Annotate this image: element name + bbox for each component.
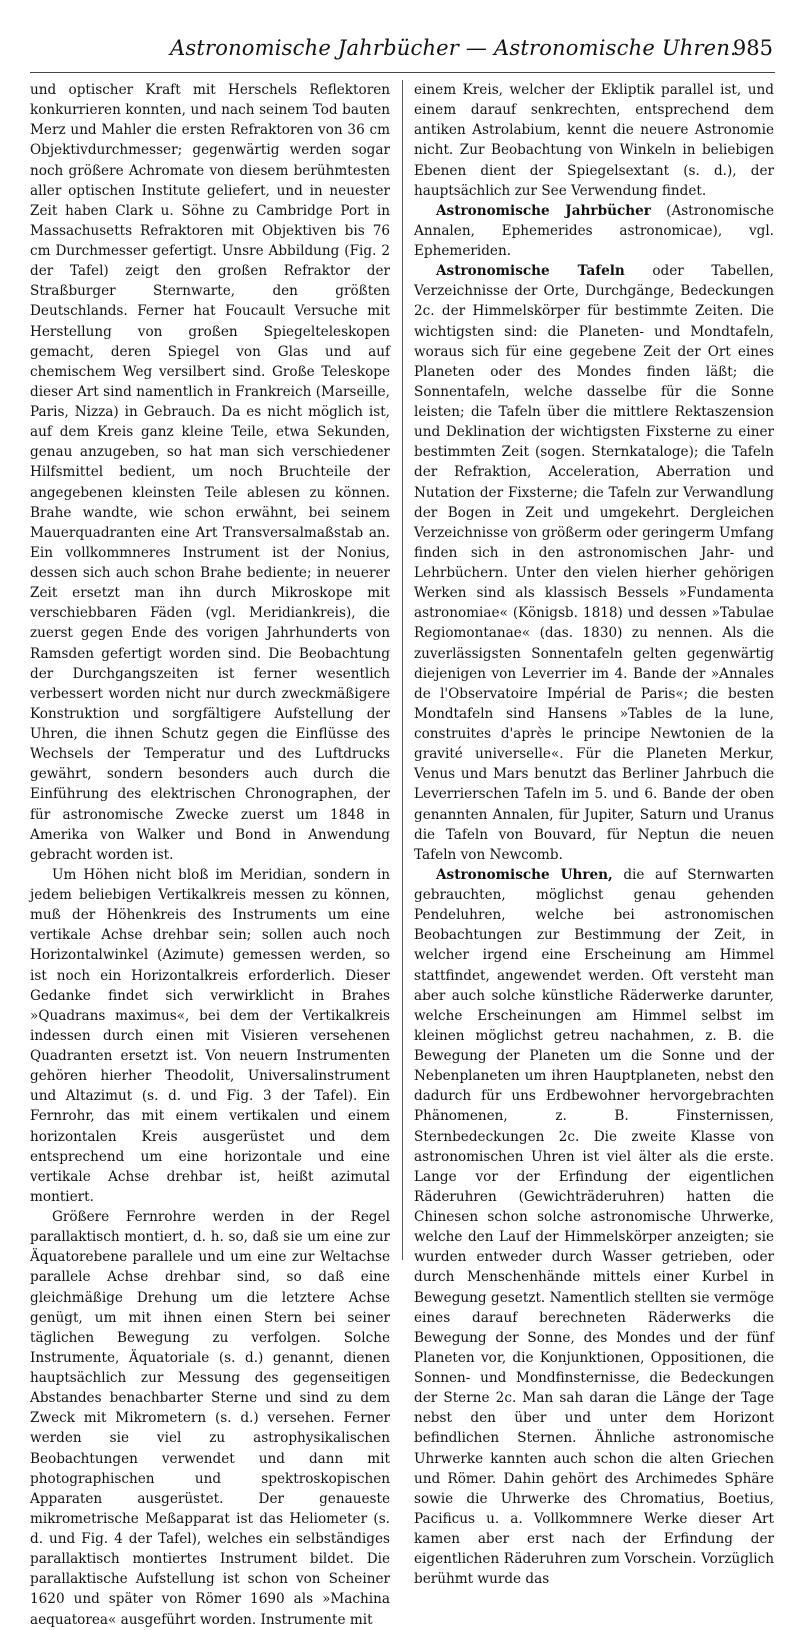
header-title: Astronomische Jahrbücher — Astronomische Uhren. bbox=[170, 36, 737, 60]
paragraph: Größere Fernrohre werden in der Regel parallaktisch montiert, d. h. so, daß sie um eine zur Äquatorebene parallele und um eine zur Weltachse parallele Achse drehbar sind, so daß eine gleichmäßige Drehung um die letztere Achse genügt, um mit ihnen einen Stern bei seiner täglichen Bewegung zu verfolgen. Solche Instrumente, Äquatoriale (s. d.) genannt, dienen hauptsächlich zur Messung des gegenseitigen Abstandes benachbarter Sterne und sind zu dem Zweck mit Mikrometern (s. d.) versehen. Ferner werden sie viel zu astrophysikalischen Beobachtungen verwendet und dann mit photographischen und spektroskopischen Apparaten ausgerüstet. Der genaueste mikrometrische Meßapparat ist das Heliometer (s. d. und Fig. 4 der Tafel), welches ein selbständiges parallaktisch montiertes Instrument bildet. Die parallaktische Aufstellung ist schon von Scheiner 1620 und später von Römer 1690 als »Machina aequatorea« ausgeführt worden. Instrumente mit bbox=[30, 1209, 390, 1628]
entry-headword: Astronomische Uhren, bbox=[436, 866, 613, 883]
entry-text: oder Tabellen, Verzeichnisse der Orte, Durchgänge, Bedeckungen 2c. der Himmelskörper für bestimmte Zeiten. Die wichtigsten sind: die Planeten- und Mondtafeln, woraus sich für eine gegebene Zeit der Ort eines Planeten oder des Mondes finden läßt; die Sonnentafeln, welche dasselbe für die Sonne leisten; die Tafeln über die mittlere Rektaszension und Deklination der wichtigsten Fixsterne zu einer bestimmten Zeit (sogen. Sternkataloge); die Tafeln der Refraktion, Acceleration, Aberration und Nutation der Fixsterne; die Tafeln zur Verwandlung der Bogen in Zeit und umgekehrt. Dergleichen Verzeichnisse von größerm oder geringerm Umfang finden sich in den astronomischen Jahr- und Lehrbüchern. Unter den vielen hierher gehörigen Werken sind als klassisch Bessels »Fundamenta astronomiae« (Königsb. 1818) und dessen »Tabulae Regiomontanae« (das. 1830) zu nennen. Als die zuverlässigsten Sonnentafeln gelten gegenwärtig diejenigen von Leverrier im 4. Bande der »Annales de l'Observatoire Impérial de Paris«; die besten Mondtafeln sind Hansens »Tables de la lune, construites d'après le principe Newtonien de la gravité universelle«. Für die Planeten Merkur, Venus und Mars benutzt das Berliner Jahrbuch die Leverrierschen Tafeln im 5. und 6. Bande der oben genannten Annalen, für Jupiter, Saturn und Uranus die Tafeln von Bouvard, für Neptun die neuen Tafeln von Newcomb. bbox=[414, 263, 774, 863]
entry-astronomische-uhren bbox=[414, 865, 774, 1590]
entry-text: die auf Sternwarten gebrauchten, möglichst genau gehenden Pendeluhren, welche bei astronomischen Beobachtungen zur Bestimmung der Zeit, in welcher irgend eine Erscheinung am Himmel stattfindet, angewendet werden. Oft versteht man aber auch solche künstliche Räderwerke darunter, welche Erscheinungen am Himmel selbst im kleinen möglichst getreu nachahmen, z. B. die Bewegung der Planeten um die Sonne und der Nebenplaneten um ihren Hauptplaneten, nebst den dadurch für uns Erdbewohner hervorgebrachten Phänomenen, z. B. Finsternissen, Sternbedeckungen 2c. Die zweite Klasse von astronomischen Uhren ist viel älter als die erste. Lange vor der Erfindung der eigentlichen Räderuhren (Gewichträderuhren) hatten die Chinesen schon solche astronomische Uhrwerke, welche den Lauf der Himmelskörper anzeigten; sie wurden entweder durch Wasser getrieben, oder durch Menschenhände mittels einer Kurbel in Bewegung gesetzt. Namentlich stellten sie vermöge eines darauf berechneten Räderwerks die Bewegung der Sonne, des Mondes und der fünf Planeten vor, die Konjunktionen, Oppositionen, die Sonnen- und Mondfinsternisse, die Bedeckungen der Sterne 2c. Man sah daran die Länge der Tage nebst den über und unter dem Horizont befindlichen Sternen. Ähnliche astronomische Uhrwerke kannten auch schon die alten Griechen und Römer. Dahin gehört des Archimedes Sphäre sowie die Uhrwerke des Chromatius, Boetius, Pacificus u. a. Vollkommnere Werke dieser Art kamen aber erst nach der Erfindung der eigentlichen Räderuhren zum Vorschein. Vorzüglich berühmt wurde das bbox=[414, 866, 774, 1588]
entry-astronomische-tafeln bbox=[414, 261, 774, 865]
entry-astronomische-jahrbuecher bbox=[414, 201, 774, 261]
entry-headword: Astronomische Jahrbücher bbox=[436, 202, 651, 219]
column-divider bbox=[402, 80, 403, 1260]
paragraph: einem Kreis, welcher der Ekliptik parallel ist, und einem darauf senkrechten, entsprechend dem antiken Astrolabium, kennt die neuere Astronomie nicht. Zur Beobachtung von Winkeln in beliebigen Ebenen dient der Spiegelsextant (s. d.), der hauptsächlich zur See Verwendung findet. bbox=[414, 82, 774, 199]
paragraph: Um Höhen nicht bloß im Meridian, sondern in jedem beliebigen Vertikalkreis messen zu können, muß der Höhenkreis des Instruments um eine vertikale Achse drehbar sein; sollen auch noch Horizontalwinkel (Azimute) gemessen werden, so ist noch ein Horizontalkreis erforderlich. Dieser Gedanke findet sich verwirklicht in Brahes »Quadrans maximus«, bei dem der Vertikalkreis indessen durch einen mit Visieren versehenen Quadranten ersetzt ist. Von neuern Instrumenten gehören hierher Theodolit, Universalinstrument und Altazimut (s. d. und Fig. 3 der Tafel). Ein Fernrohr, das mit einem vertikalen und einem horizontalen Kreis ausgerüstet und dem entsprechend um eine horizontale und eine vertikale Achse drehbar ist, heißt azimutal montiert. bbox=[30, 866, 390, 1205]
entry-headword: Astronomische Tafeln bbox=[436, 263, 625, 280]
header-rule bbox=[30, 72, 775, 73]
page-number: 985 bbox=[732, 36, 773, 60]
right-column bbox=[414, 80, 774, 1588]
paragraph: und optischer Kraft mit Herschels Reflektoren konkurrieren konnten, und nach seinem Tod bauten Merz und Mahler die ersten Refraktoren von 36 cm Objektivdurchmesser; gegenwärtig werden sogar noch größere Achromate von diesem berühmtesten aller optischen Institute geliefert, und in neuester Zeit haben Clark u. Söhne zu Cambridge Port in Massachusetts Refraktoren mit Objektiven bis 76 cm Durchmesser gefertigt. Unsre Abbildung (Fig. 2 der Tafel) zeigt den großen Refraktor der Straßburger Sternwarte, den größten Deutschlands. Ferner hat Foucault Versuche mit Herstellung von großen Spiegelteleskopen gemacht, deren Spiegel von Glas und auf chemischem Weg versilbert sind. Große Teleskope dieser Art sind namentlich in Frankreich (Marseille, Paris, Nizza) in Gebrauch. Da es nicht möglich ist, auf dem Kreis ganz kleine Teile, etwa Sekunden, genau anzugeben, so hat man sich verschiedener Hilfsmittel bedient, um noch Bruchteile der angegebenen kleinsten Teile ablesen zu können. Brahe wandte, wie schon erwähnt, bei seinem Mauerquadranten eine Art Transversalmaßstab an. Ein vollkommneres Instrument ist der Nonius, dessen sich auch schon Brahe bediente; in neuerer Zeit ersetzt man ihn durch Mikroskope mit verschiebbaren Fäden (vgl. Meridiankreis), die zuerst gegen Ende des vorigen Jahrhunderts von Ramsden gefertigt worden sind. Die Beobachtung der Durchgangszeiten ist ferner wesentlich verbessert worden nicht nur durch zweckmäßigere Konstruktion und sorgfältigere Aufstellung der Uhren, die ihnen Schutz gegen die Einflüsse des Wechsels der Temperatur und des Luftdrucks gewährt, sondern besonders auch durch die Einführung des elektrischen Chronographen, der für astronomische Zwecke zuerst um 1848 in Amerika von Walker und Bond in Anwendung gebracht worden ist. bbox=[30, 82, 390, 863]
left-column bbox=[30, 80, 390, 1628]
entry-text: (Astronomische Annalen, Ephemerides astronomicae), vgl. Ephemeriden. bbox=[414, 202, 774, 259]
running-header bbox=[30, 36, 775, 70]
page bbox=[30, 0, 775, 1628]
